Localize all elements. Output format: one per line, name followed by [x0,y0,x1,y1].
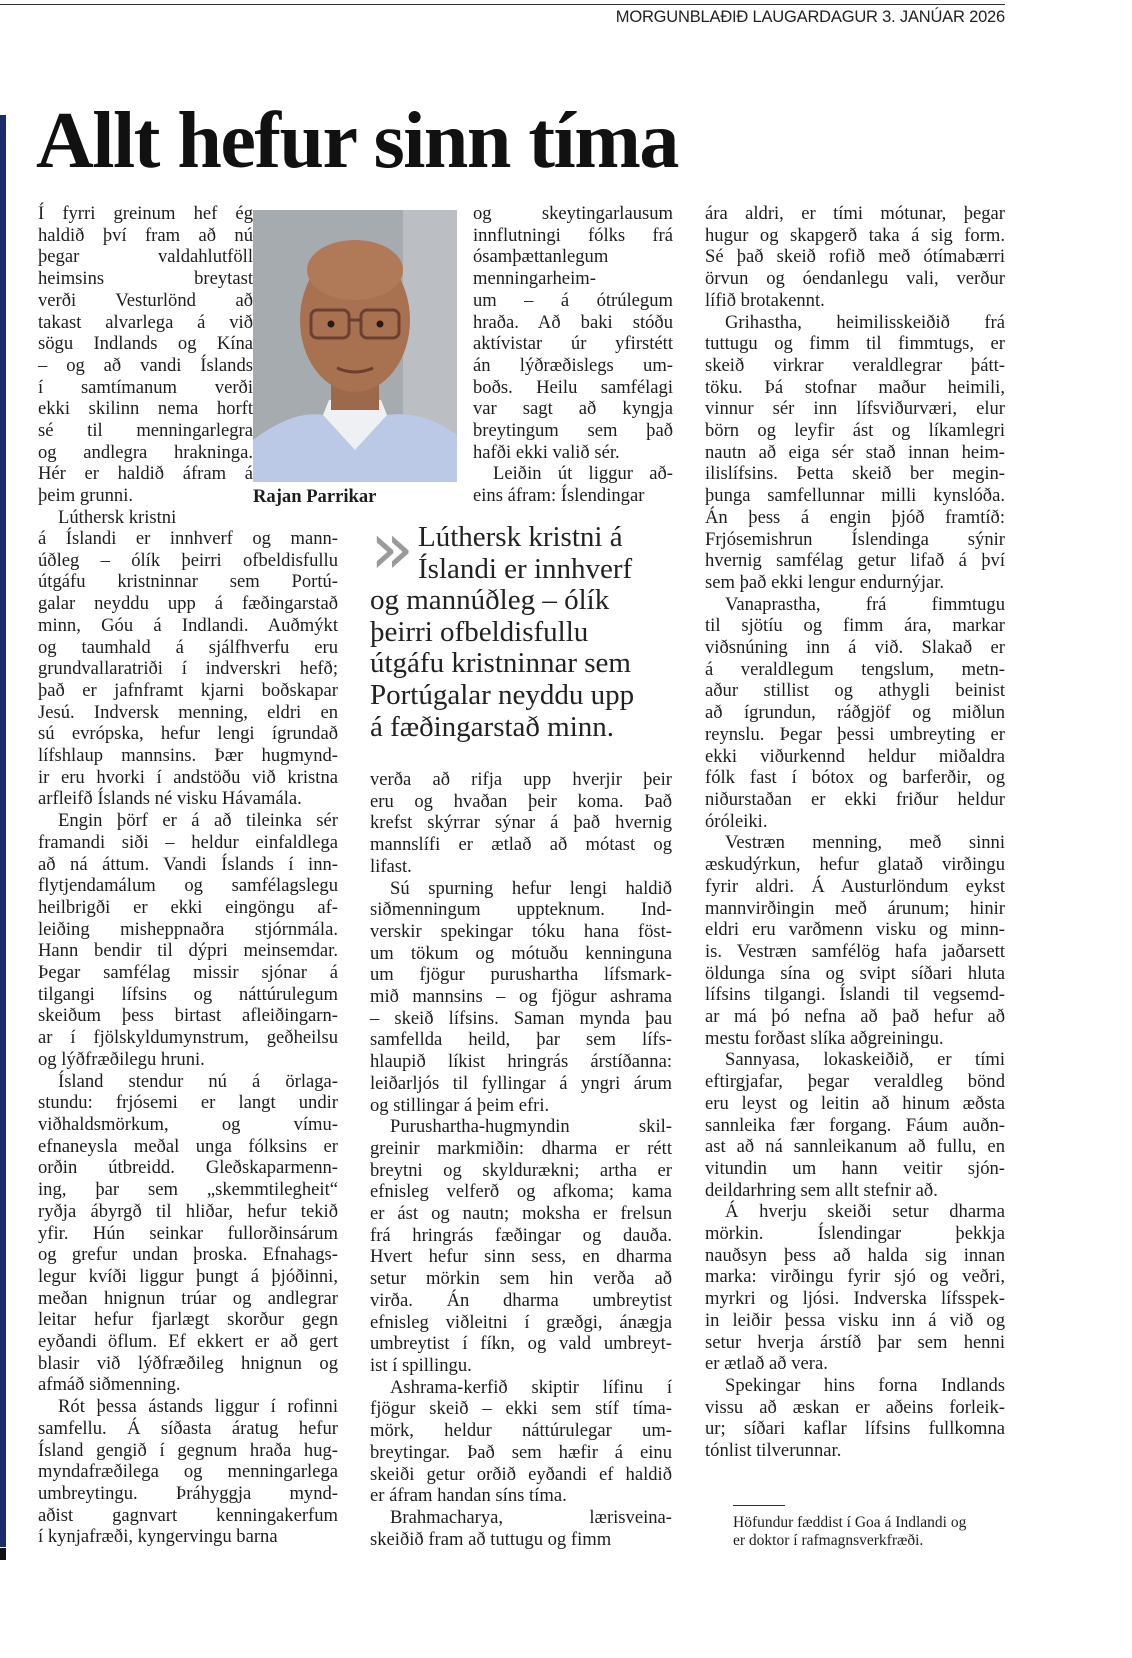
article-text-line: – og að vandi Íslands [38,354,253,376]
article-text-line: breytingum sem það [473,420,673,442]
article-text-line: virða. Án dharma umbreytist [370,1289,672,1311]
article-text-line: grundvallaratriði í indverskri hefð; [38,658,338,680]
article-text-line: Þegar samfélag missir sjónar á [38,962,338,984]
article-text-line: Á hverju skeiði setur dharma [725,1201,1005,1223]
article-text-line: leiðarljós til fyllingar á yngri árum [370,1072,672,1094]
article-text-line: samfellu. Á síðasta áratug hefur [38,1417,338,1439]
article-text-line: deildarhring sem allt stefnir að. [705,1179,938,1201]
article-text-line: að ígrundun, ráðgjöf og miðlun [705,702,1005,724]
article-title: Allt hefur sinn tíma [36,97,678,185]
article-text-line: viðsnúning inn á við. Slakað er [705,637,1005,659]
article-text-line: skeiðum þess birtast afleiðingarn- [38,1005,338,1027]
article-text-line: lífshlaup mannsins. Þær hugmynd- [38,745,338,767]
article-text-line: ast að ná sannleikanum að fullu, en [705,1136,1005,1158]
article-text-line: öldunga sína og svipt síðari hluta [705,962,1005,984]
column-3-body [705,203,1005,1462]
article-text-line: flytjendamálum og samfélagslegu [38,875,338,897]
article-text-line: ist í spillingu. [370,1354,472,1376]
article-text-line: mörk, heldur náttúrulegar um- [370,1420,672,1442]
article-text-line: óróleiki. [705,810,768,832]
author-footnote [733,1514,966,1550]
article-text-line: sem það ekki lengur endurnýjar. [705,571,945,593]
article-text-line: Hann bendir til dýpri meinsemdar. [38,940,338,962]
article-text-line: var sagt að kyngja [473,398,673,420]
article-text-line: og taumhald á sjálfhverfu eru [38,636,338,658]
article-text-line: – skeið lífsins. Saman mynda þau [370,1007,672,1029]
article-text-line: Vanaprastha, frá fimmtugu [725,593,1005,615]
article-text-line: sögu Indlands og Kína [38,333,253,355]
article-text-line: krefst skýrrar sýnar á það hvernig [370,812,672,834]
article-text-line: eru leyst og leitin að hinum æðsta [705,1092,1005,1114]
article-text-line: fólk fast í bótox og barferðir, og [705,767,1005,789]
article-text-line: Sú spurning hefur lengi haldið [390,877,672,899]
article-text-line: skeiði getur orðið eyðandi ef haldið [370,1463,672,1485]
article-text-line: um fjögur purushartha lífsmark- [370,964,672,986]
footnote-rule [733,1505,785,1506]
article-text-line: orðin útbreidd. Gleðskaparmenn- [38,1157,338,1179]
column-2-body [370,769,672,1550]
article-text-line: tuttugu og fimm til fimmtugs, er [705,333,1005,355]
article-text-line: ing, þar sem „skemmtilegheit“ [38,1179,338,1201]
article-text-line: greinir markmiðin: dharma er rétt [370,1137,672,1159]
article-text-line: ekki skilinn nema horft [38,398,253,420]
pull-quote [370,522,672,743]
article-text-line: mestu forðast slíka aðgreiningu. [705,1027,944,1049]
article-text-line: verða að rifja upp hverjir þeir [370,769,672,790]
article-text-line: fyrir aldri. Á Austurlöndum eykst [705,875,1005,897]
article-text-line: eins áfram: Íslendingar [473,485,645,507]
article-text-line: ar í fjölskyldumynstrum, geðheilsu [38,1027,338,1049]
article-text-line: aktívistar úr yfirstétt [473,333,673,355]
article-text-line: innflutningi fólks frá [473,224,673,246]
article-text-line: viðhaldsmörkum, og vímu- [38,1113,338,1135]
article-text-line: mannvirðingin með árunum; hinir [705,897,1005,919]
pull-quote-line: útgáfu kristninnar sem [370,647,631,680]
article-text-line: tilgangi lífsins og náttúrulegum [38,983,338,1005]
author-caption: Rajan Parrikar [253,486,377,507]
article-text-line: Rót þessa ástands liggur í rofinni [58,1396,338,1418]
pull-quote-line: Íslandi er innhverf [418,552,633,585]
article-text-line: eru og hvaðan þeir koma. Það [370,790,672,812]
article-text-line: þeim grunni. [38,485,134,507]
author-photo [253,210,457,482]
article-text-line: arfleifð Íslands né visku Hávamála. [38,788,302,810]
article-text-line: ur; síðari kaflar lífsins fullkomna [705,1418,1005,1440]
article-text-line: ekki viðurkennd heldur miðaldra [705,745,1005,767]
article-text-line: fjögur skeið – ekki sem stíf tíma- [370,1398,672,1420]
article-text-line: efnisleg viðleitni í græðgi, ánægja [370,1311,672,1333]
article-text-line: Ashrama-kerfið skiptir lífinu í [390,1376,672,1398]
article-text-line: framandi siði – heldur einfaldlega [38,831,338,853]
article-text-line: hafði ekki valið sér. [473,441,620,463]
article-text-line: verskir spekingar tóku hana föst- [370,920,672,942]
article-text-line: efnaneysla meðal unga fólksins er [38,1135,338,1157]
article-text-line: skeið virkrar veraldlegrar þátt- [705,354,1005,376]
footnote-line: Höfundur fæddist í Goa á Indlandi og [733,1514,967,1531]
article-text-line: hlaupið líkist hringrás árstíðanna: [370,1051,672,1073]
article-text-line: verði Vesturlönd að [38,289,253,311]
quote-mark-icon: » [370,506,415,590]
article-text-line: Sé það skeið rofið með ótímabærri [705,246,1005,268]
article-text-line: er áfram handan síns tíma. [370,1485,567,1507]
article-text-line: eyðandi öflum. Ef ekkert er að gert [38,1331,338,1353]
article-text-line: útgáfu kristninnar sem Portú- [38,571,338,593]
article-text-line: er ætlað að vera. [705,1353,828,1375]
article-text-line: meðan hnignun trúar og andlegrar [38,1287,338,1309]
article-text-line: leitar hefur fjarlægt skorður gegn [38,1309,338,1331]
article-text-line: mannslífi er ætlað að mótast og [370,834,672,856]
article-text-line: og stillingar á þeim efri. [370,1094,550,1116]
article-text-line: og skeytingarlausum [473,203,673,224]
article-text-line: Án þess á engin þjóð framtíð: [705,506,1005,528]
article-text-line: heilbrigði er ekki eingöngu af- [38,896,338,918]
article-text-line: skeiðið fram að tuttugu og fimm [370,1528,612,1550]
article-text-line: Leiðin út liggur að- [493,463,673,485]
article-text-line: er ást og nautn; moksha er frelsun [370,1203,672,1225]
article-text-line: haldið því fram að nú [38,224,253,246]
article-text-line: ósamþættanlegum [473,246,609,268]
article-text-line: mörkin. Íslendingar þekkja [705,1223,1005,1245]
article-text-line: úðleg – ólík þeirri ofbeldisfullu [38,549,338,571]
article-text-line: á veraldlegum tengslum, metn- [705,658,1005,680]
article-text-line: sé til menningarlegra [38,420,253,442]
article-text-line: til sjötíu og fimm ára, markar [705,615,1005,637]
column-1-top [38,203,253,529]
article-text-line: Engin þörf er á að tileinka sér [58,810,338,832]
article-text-line: á Íslandi er innhverf og mann- [38,528,338,549]
section-accent-bar [0,115,6,1547]
article-text-line: Sannyasa, lokaskeiðið, er tími [725,1049,1005,1071]
article-text-line: efnisleg velferð og afkoma; kama [370,1181,672,1203]
article-text-line: ar má þó nefna að það hefur að [705,1006,1005,1028]
article-text-line: legur kvíði liggur þungt á þjóðinni, [38,1265,338,1287]
article-text-line: lífið brotakennt. [705,289,825,311]
pull-quote-line: og mannúðleg – ólík [370,584,610,617]
article-text-line: hugur og skapgerð taka á sig form. [705,224,1005,246]
article-text-line: í kynjafræði, kyngervingu barna [38,1526,278,1548]
article-text-line: umbreytist í fíkn, og vald umbreyt- [370,1333,672,1355]
pull-quote-line: Lúthersk kristni á [418,521,623,553]
article-text-line: Hvert hefur sinn sess, en dharma [370,1246,672,1268]
article-text-line: eldri eru varðmenn visku og minn- [705,919,1005,941]
article-text-line: tónlist tilverunnar. [705,1440,842,1462]
article-text-line: töku. Þá stofnar maður heimili, [705,376,1005,398]
article-text-line: reynslu. Þegar þessi umbreyting er [705,723,1005,745]
article-text-line: vitundin um hann veitir sjón- [705,1157,1005,1179]
page-edge-mark [0,1548,6,1560]
article-text-line: Lúthersk kristni [58,506,177,528]
article-text-line: afmáð siðmenning. [38,1374,181,1396]
article-text-line: um – á ótrúlegum [473,289,673,311]
article-text-line: Í fyrri greinum hef ég [38,203,253,224]
article-text-line: myndafræðilega og menningarlega [38,1461,338,1483]
article-text-line: og grefur undan þroska. Efnahags- [38,1244,338,1266]
article-text-line: Purushartha-hugmyndin skil- [390,1116,672,1138]
article-text-line: ryðja ábyrgð til hliðar, hefur tekið [38,1200,338,1222]
article-text-line: ilislífsins. Þetta skeið ber megin- [705,463,1005,485]
article-text-line: boðs. Heilu samfélagi [473,376,673,398]
article-text-line: Brahmacharya, lærisveina- [390,1506,672,1528]
column-1-body [38,528,338,1548]
article-text-line: ir eru hvorki í andstöðu við kristna [38,766,338,788]
top-rule [0,4,1005,5]
article-text-line: yfir. Hún seinkar fullorðinsárum [38,1222,338,1244]
article-text-line: galar neyddu upp á fæðingarstað [38,593,338,615]
article-text-line: sú evrópska, hefur lengi ígrundað [38,723,338,745]
article-text-line: Spekingar hins forna Indlands [725,1374,1005,1396]
article-text-line: hraða. Að baki stóðu [473,311,673,333]
article-text-line: minn, Góu á Indlandi. Auðmýkt [38,614,338,636]
article-text-line: Grihastha, heimilisskeiðið frá [725,311,1005,333]
article-text-line: stundu: frjósemi er langt undir [38,1092,338,1114]
article-text-line: án lýðræðislegs um- [473,354,673,376]
masthead-dateline: MORGUNBLAÐIÐ LAUGARDAGUR 3. JANÚAR 2026 [615,8,1005,26]
pull-quote-line: þeirri ofbeldisfullu [370,615,589,648]
article-text-line: marka: virðingu fyrir sjó og veðri, [705,1266,1005,1288]
article-text-line: breytingar. Það sem hæfir á einu [370,1441,672,1463]
article-text-line: Hér er haldið áfram á [38,463,253,485]
article-text-line: Frjósemishrun Íslendinga sýnir [705,528,1005,550]
article-text-line: heimsins breytast [38,268,253,290]
article-text-line: þunga samfellunnar milli kynslóða. [705,485,1005,507]
article-text-line: ára aldri, er tími mótunar, þegar [705,203,1005,224]
article-text-line: að ná áttum. Vandi Íslands í inn- [38,853,338,875]
article-text-line: lifast. [370,855,412,877]
article-text-line: siðmenningum uppteknum. Ind- [370,899,672,921]
article-text-line: Jesú. Indversk menning, eldri en [38,701,338,723]
footnote-line: er doktor í rafmagnsverkfræði. [733,1532,924,1549]
article-text-line: nautn að eiga sér stað innan heim- [705,441,1005,463]
author-portrait-image [253,210,457,482]
article-text-line: setur mörkin sem hin verða að [370,1268,672,1290]
article-text-line: breytni og skyldurækni; artha er [370,1159,672,1181]
article-text-line: lífsins tilgangi. Íslandi til vegsemd- [705,984,1005,1006]
article-text-line: nauðsyn þess að halda sig innan [705,1244,1005,1266]
article-text-line: og andlegra hrakninga. [38,441,253,463]
article-text-line: þegar valdahlutföll [38,246,253,268]
article-text-line: myrkri og ljósi. Indverska lífsspek- [705,1288,1005,1310]
article-text-line: umbreytingu. Þráhyggja mynd- [38,1482,338,1504]
article-text-line: takast alvarlega á við [38,311,253,333]
article-text-line: örvun og óendanlegu vali, verður [705,268,1005,290]
article-text-line: frá hringrás fæðingar og dauða. [370,1224,672,1246]
article-text-line: samfellda heild, þar sem lífs- [370,1029,672,1051]
article-text-line: æskudýrkun, hefur glatað virðingu [705,854,1005,876]
article-text-line: setur hverja árstíð þar sem henni [705,1331,1005,1353]
article-text-line: hvernig samfélag getur lifað á því [705,550,1005,572]
article-text-line: in leiðir þessa visku inn á við og [705,1309,1005,1331]
pull-quote-line: á fæðingarstað minn. [370,710,615,743]
article-text-line: og lýðfræðilegu hruni. [38,1048,205,1070]
article-text-line: niðurstaðan er ekki friður heldur [705,788,1005,810]
pull-quote-line: Portúgalar neyddu upp [370,678,635,711]
article-text-line: blasir við lýðfræðileg hnignun og [38,1352,338,1374]
article-text-line: is. Vestræn samfélög hafa jaðarsett [705,940,1005,962]
article-text-line: mið mannsins – og fjögur ashrama [370,986,672,1008]
article-text-line: Vestræn menning, með sinni [725,832,1005,854]
article-text-line: aður stillist og athygli beinist [705,680,1005,702]
article-text-line: eftirgjafar, þegar veraldleg bönd [705,1071,1005,1093]
article-text-line: leiðing misheppnaðra stjórnmála. [38,918,338,940]
article-text-line: börn og leyfir ást og líkamlegri [705,420,1005,442]
article-text-line: vinnur sér inn lífsviðurværi, elur [705,398,1005,420]
article-text-line: menningarheim- [473,268,596,290]
column-2-top [473,203,673,507]
article-text-line: í samtímanum verði [38,376,253,398]
article-text-line: aðist gagnvart kenningakerfum [38,1504,338,1526]
article-text-line: sannleika fær forgang. Fáum auðn- [705,1114,1005,1136]
article-text-line: um tökum og mótuðu kenninguna [370,942,672,964]
article-text-line: það er jafnframt kjarni boðskapar [38,679,338,701]
article-text-line: Ísland stendur nú á örlaga- [58,1070,338,1092]
article-text-line: Ísland gengið í gegnum hraða hug- [38,1439,338,1461]
article-text-line: vissu að æskan er aðeins forleik- [705,1396,1005,1418]
